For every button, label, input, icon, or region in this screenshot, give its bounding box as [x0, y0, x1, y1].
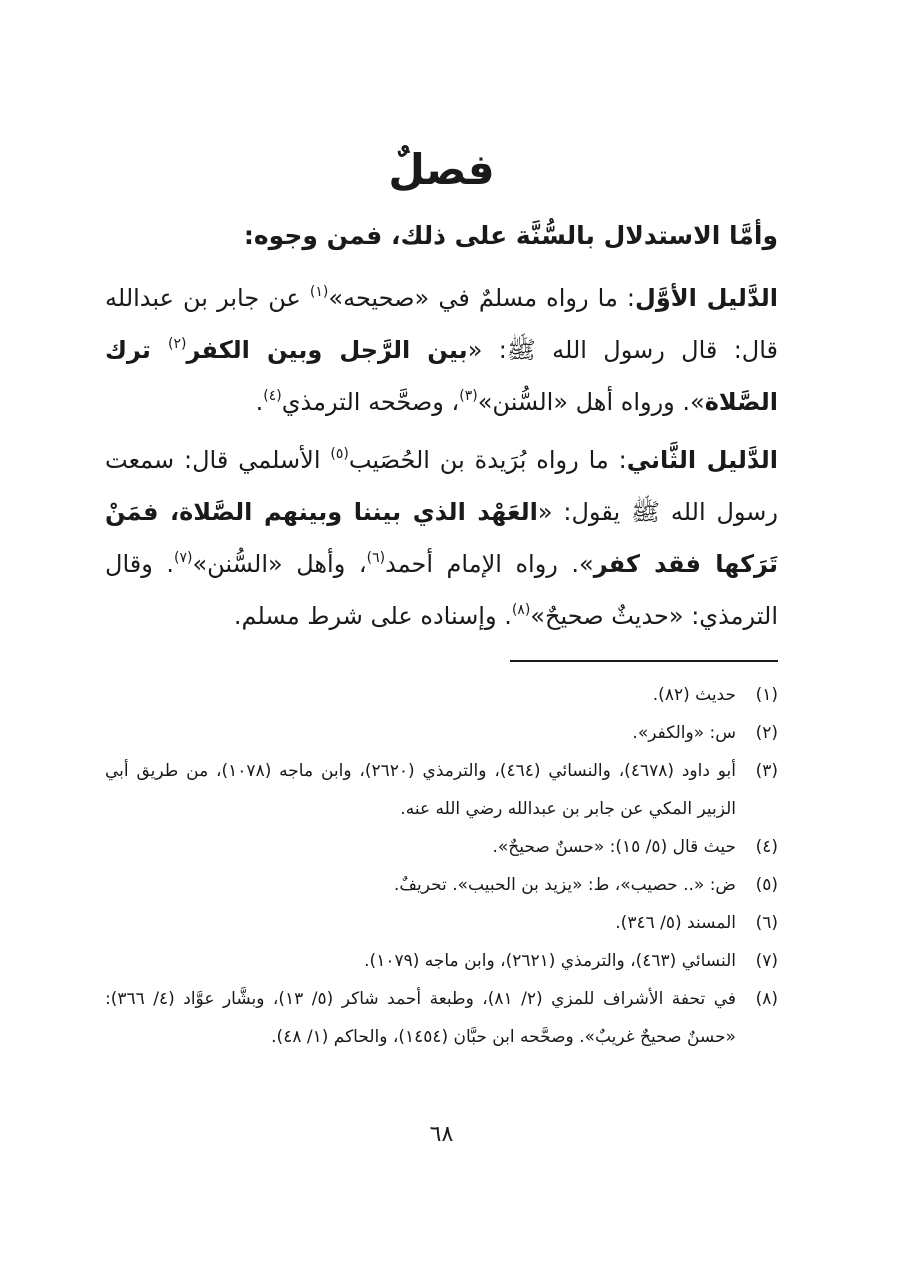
footnote-number: (٦): [755, 913, 778, 933]
paragraph-text: : ما رواه بُرَيدة بن الحُصَيب: [348, 446, 627, 474]
hadith-text: بين الرَّجل وبين الكفر: [186, 336, 468, 364]
footnote-text: حيث قال (٥/ ١٥): «حسنٌ صحيحٌ».: [492, 837, 736, 857]
footnote-ref[interactable]: (٦): [366, 550, 386, 566]
evidence-paragraph-1: [105, 272, 778, 428]
footnote-text: النسائي (٤٦٣)، والترمذي (٢٦٢١)، وابن ماجه (١٠٧٩).: [364, 951, 736, 971]
paragraph-text: . وقال الترمذي: «حديثٌ صحيحٌ»: [105, 550, 778, 630]
footnote-text: ض: «.. حصيب»، ط: «يزيد بن الحبيب». تحريفٌ.: [393, 875, 736, 895]
paragraph-text: ، وأهل «السُّنن»: [192, 550, 367, 578]
paragraph-text: عن جابر بن عبدالله قال: قال رسول الله ﷺ: «: [105, 284, 779, 364]
footnote-ref[interactable]: (٣): [459, 388, 478, 404]
paragraph-text: ». ورواه أهل «السُّنن»: [477, 388, 705, 416]
paragraph-text: الأسلمي قال: سمعت رسول الله ﷺ يقول: «: [105, 446, 778, 526]
footnote-number: (٥): [755, 875, 778, 895]
hadith-text: العَهْد الذي بيننا وبينهم الصَّلاة، فمَنْ تَرَكها فقد كفر: [105, 498, 778, 578]
footnote-number: (٣): [755, 761, 778, 781]
footnote-text: في تحفة الأشراف للمزي (٢/ ٨١)، وطبعة أحمد شاكر (٥/ ١٣)، وبشَّار عوَّاد (٤/ ٣٦٦): «حسنٌ صحيحٌ غريبٌ». وصحَّحه ابن حبَّان (١٤٥٤)، والحاكم (١/ ٤٨).: [105, 989, 736, 1047]
footnote-separator: [510, 660, 778, 662]
footnote-ref[interactable]: (٨): [511, 602, 531, 618]
footnote-text: أبو داود (٤٦٧٨)، والنسائي (٤٦٤)، والترمذي (٢٦٢٠)، وابن ماجه (١٠٧٨)، من طريق أبي الزبير المكي عن جابر بن عبدالله رضي الله عنه.: [105, 761, 736, 819]
evidence-label: الدَّليل الثَّاني: [626, 446, 778, 474]
paragraph-text: : ما رواه مسلمٌ في «صحيحه»: [328, 284, 636, 312]
footnote: [105, 752, 778, 828]
footnote-text: المسند (٥/ ٣٤٦).: [615, 913, 736, 933]
book-page: [105, 0, 778, 1271]
footnote-text: حديث (٨٢).: [652, 685, 736, 705]
footnotes-list: [105, 676, 778, 1056]
footnote-number: (١): [755, 685, 778, 705]
paragraph-text: .: [255, 388, 264, 416]
footnote: [105, 714, 778, 752]
footnote: [105, 676, 778, 714]
paragraph-text: . وإسناده على شرط مسلم.: [233, 602, 512, 630]
footnote-number: (٢): [755, 723, 778, 743]
footnote-ref[interactable]: (١): [309, 284, 329, 300]
footnote-number: (٨): [755, 989, 778, 1009]
hadith-text: ترك الصَّلاة: [105, 336, 778, 416]
footnote-number: (٤): [755, 837, 778, 857]
page-number: ٦٨: [429, 1122, 454, 1147]
footnote-number: (٧): [755, 951, 778, 971]
footnote: [105, 980, 778, 1056]
section-title: فصلٌ: [388, 145, 495, 194]
footnote-text: س: «والكفر».: [632, 723, 736, 743]
paragraph-text: ». رواه الإمام أحمد: [385, 550, 594, 578]
footnote: [105, 828, 778, 866]
footnote-ref[interactable]: (٤): [263, 388, 282, 404]
footnote: [105, 942, 778, 980]
evidence-paragraph-2: [105, 434, 778, 642]
evidence-label: الدَّليل الأوَّل: [635, 284, 779, 312]
footnote: [105, 866, 778, 904]
intro-line: وأمَّا الاستدلال بالسُّنَّة على ذلك، فمن وجوه:: [243, 221, 778, 250]
paragraph-text: ، وصحَّحه الترمذي: [281, 388, 460, 416]
footnote-ref[interactable]: (٢): [168, 336, 187, 352]
footnote-ref[interactable]: (٧): [173, 550, 193, 566]
footnote-ref[interactable]: (٥): [330, 446, 349, 462]
footnote: [105, 904, 778, 942]
